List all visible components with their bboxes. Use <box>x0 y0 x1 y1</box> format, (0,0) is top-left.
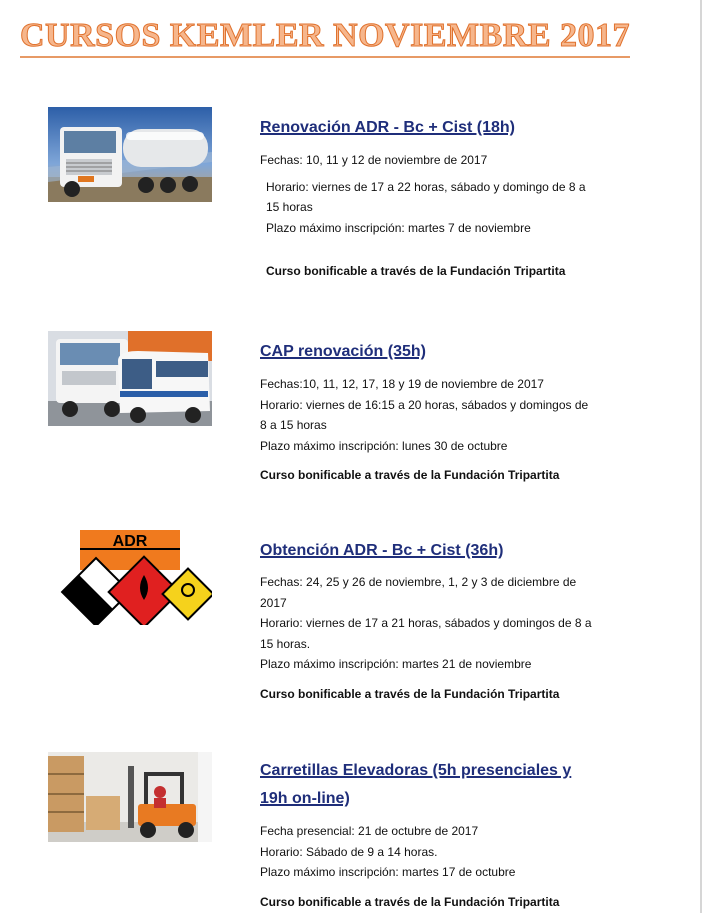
course-bonus-note: Curso bonificable a través de la Fundación Tripartita <box>266 264 566 278</box>
course-schedule: Horario: viernes de 17 a 22 horas, sábado y domingo de 8 a 15 horas <box>266 179 586 214</box>
course-bonus-note: Curso bonificable a través de la Fundación Tripartita <box>260 686 560 701</box>
adr-label: ADR <box>112 533 148 550</box>
page-banner-title: CURSOS KEMLER NOVIEMBRE 2017 <box>20 16 630 58</box>
course-title-link[interactable]: Carretillas Elevadoras (5h presenciales y 19h on-line) <box>260 762 572 807</box>
course-deadline: Plazo máximo inscripción: martes 17 de octubre <box>260 865 516 879</box>
truck-and-bus-photo <box>48 331 212 426</box>
course-title-link[interactable]: CAP renovación (35h) <box>260 343 426 360</box>
course-title-link[interactable]: Renovación ADR - Bc + Cist (18h) <box>260 119 516 136</box>
adr-hazard-signs-image <box>48 530 212 625</box>
course-dates: Fechas:10, 11, 12, 17, 18 y 19 de noviembre de 2017 <box>260 377 544 391</box>
course-title-link[interactable]: Obtención ADR - Bc + Cist (36h) <box>260 542 504 559</box>
course-dates: Fechas: 24, 25 y 26 de noviembre, 1, 2 y 3 de diciembre de 2017 <box>260 575 577 610</box>
course-dates: Fechas: 10, 11 y 12 de noviembre de 2017 <box>260 153 488 167</box>
course-schedule: Horario: Sábado de 9 a 14 horas. <box>260 844 438 859</box>
course-deadline: Plazo máximo inscripción: martes 7 de noviembre <box>266 220 531 235</box>
course-deadline: Plazo máximo inscripción: martes 21 de noviembre <box>260 657 532 671</box>
course-deadline: Plazo máximo inscripción: lunes 30 de octubre <box>260 438 508 453</box>
course-dates: Fecha presencial: 21 de octubre de 2017 <box>260 824 479 838</box>
course-bonus-note: Curso bonificable a través de la Fundación Tripartita <box>260 468 560 482</box>
tanker-truck-photo <box>48 107 212 202</box>
course-schedule: Horario: viernes de 17 a 21 horas, sábados y domingos de 8 a 15 horas. <box>260 616 592 651</box>
forklift-photo <box>48 752 212 847</box>
course-schedule: Horario: viernes de 16:15 a 20 horas, sábados y domingos de 8 a 15 horas <box>260 397 589 432</box>
course-bonus-note: Curso bonificable a través de la Fundación Tripartita <box>260 894 560 909</box>
